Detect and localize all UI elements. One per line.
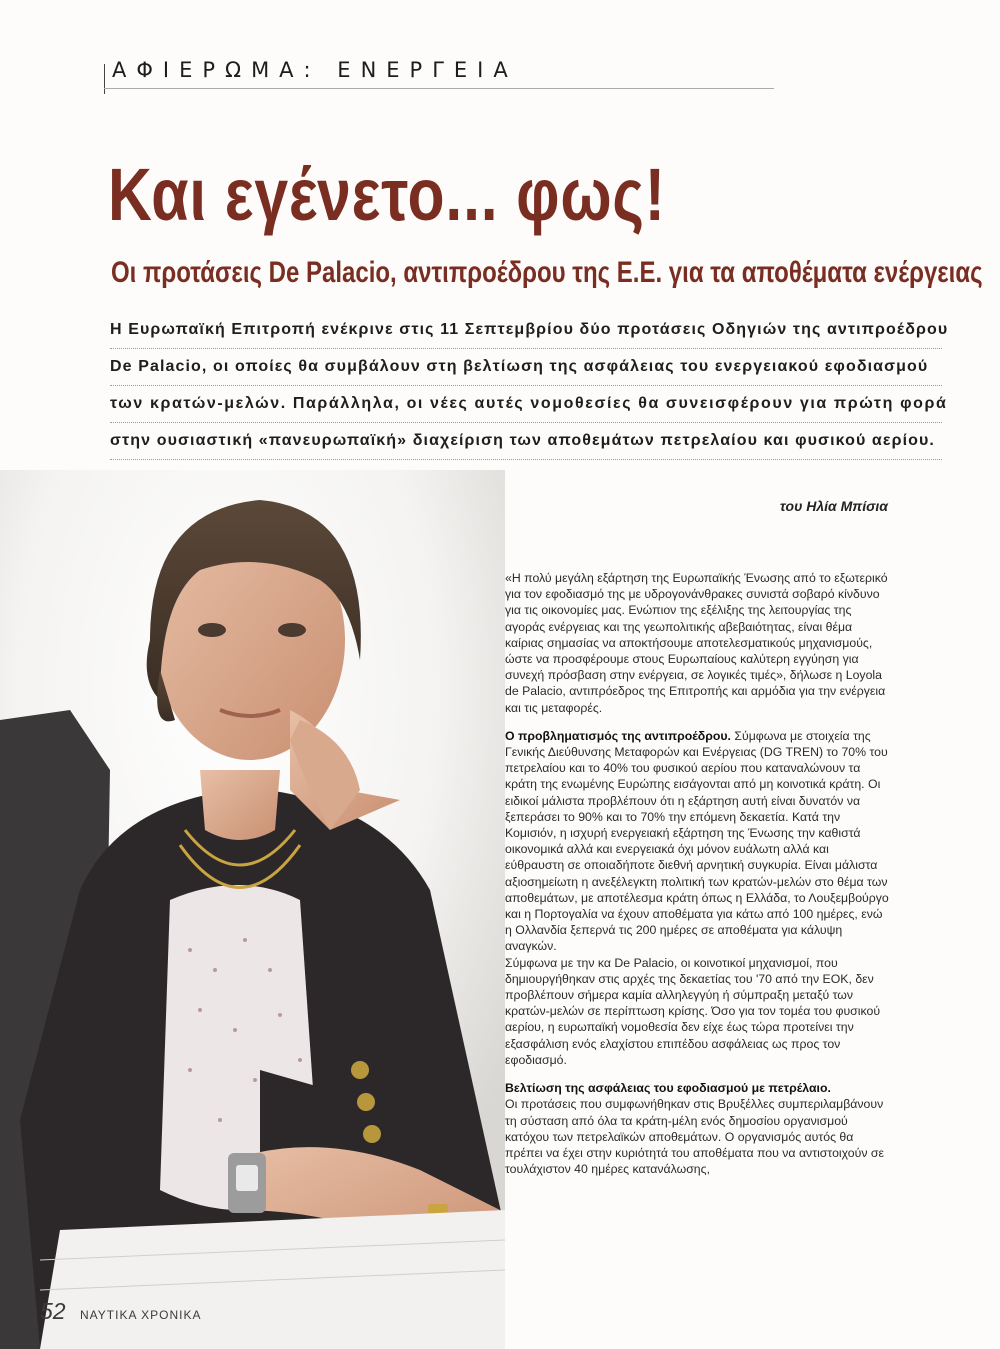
paragraph-text: Οι προτάσεις που συμφωνήθηκαν στις Βρυξέλλες συμπεριλαμβάνουν τη σύσταση από όλα τα κράτη-μέλη ενός δημοσίου οργανισμού κατόχου των πετρελαϊκών αποθεμάτων. Ο οργανισμός αυτός θα πρέπει να έχει στην κυριότητά του αποθέματα που να αντιστοιχούν σε τουλάχιστον 40 ημέρες κατανάλωσης, xyxy=(505,1097,884,1177)
article-paragraph xyxy=(505,1080,891,1177)
header-tick xyxy=(104,64,105,94)
lead-line: των κρατών-μελών. Παράλληλα, οι νέες αυτές νομοθεσίες θα συνεισφέρουν για πρώτη φορά xyxy=(110,386,942,423)
article-paragraph xyxy=(505,728,891,1068)
magazine-name: ΝΑΥΤΙΚΑ ΧΡΟΝΙΚΑ xyxy=(80,1308,202,1322)
run-in-heading: Βελτίωση της ασφάλειας του εφοδιασμού με πετρέλαιο. xyxy=(505,1081,831,1096)
article-body xyxy=(505,570,891,1189)
byline: του Ηλία Μπίσια xyxy=(779,498,888,514)
article-paragraph xyxy=(505,570,891,716)
paragraph-text: Σύμφωνα με στοιχεία της Γενικής Διεύθυνσης Μεταφορών και Ενέργειας (DG TREN) το 70% του πετρελαίου και το 40% του φυσικού αερίου που καταναλώνουν τα κράτη της ενωμένης Ευρώπης εισάγονται από μη κοινοτικά κράτη. Οι ειδικοί μάλιστα προβλέπουν ότι η εξάρτηση αυτή είναι δυνατόν να ξεπεράσει το 90% και το 70% την επόμενη δεκαετία. Κατά την Κομισιόν, η ισχυρή ενεργειακή εξάρτηση της Ένωσης την καθιστά οικονομικά αλλά και ενεργειακά όχι μόνον ευάλωτη αλλά και εύθραυστη σε οποιαδήποτε διεθνή αρνητική συγκυρία. Είναι μάλιστα αξιοσημείωτη η ανεξέλεγκτη πολιτική των κρατών-μελών στο θέμα των αποθεμάτων, με αποτέλεσμα κράτη όπως η Ελλάδα, το Λουξεμβούργο και η Πορτογαλία να έχουν αποθέματα για κάτω από 100 ημέρες, ενώ η Ολλανδία ξεπερνά τις 200 ημέρες σε αποθέματα για κάλυψη αναγκών. Σύμφωνα με την κα De Palacio, οι κοινοτικοί μηχανισμοί, που δημιουργήθηκαν στις αρχές της δεκαετίας του '70 από την ΕΟΚ, δεν προβλέπουν σήμερα καμία αλληλεγγύη ή σύμπραξη μεταξύ των κρατών-μελών σε περίπτωση κρίσης. Όσο για τον τομέα του φυσικού αερίου, η ευρωπαϊκή νομοθεσία δεν είχε έως τώρα προτείνει την εξασφάλιση ενός ελαχίστου επιπέδου ασφάλειας ως προς τον εφοδιασμό. xyxy=(505,728,889,1067)
header-rule xyxy=(104,88,774,89)
lead-line: De Palacio, οι οποίες θα συμβάλουν στη βελτίωση της ασφάλειας του ενεργειακού εφοδιασμού xyxy=(110,349,942,386)
portrait-photo xyxy=(0,470,505,1349)
paragraph-text: «Η πολύ μεγάλη εξάρτηση της Ευρωπαϊκής Ένωσης από το εξωτερικό για τον εφοδιασμό της με υδρογονάνθρακες συνιστά σοβαρό κίνδυνο για τις οικονομίες μας. Ενώπιον της εξέλιξης της λειτουργίας της αγοράς ενέργειας και της γεωπολιτικής αβεβαιότητας, είναι θέμα καίριας σημασίας να αποκτήσουμε αποτελεσματικούς μηχανισμούς, ώστε να προσφέρουμε στους Ευρωπαίους καλύτερη εγγύηση για συνεχή πρόσβαση στην ενέργεια, σε λογικές τιμές», δήλωσε η Loyola de Palacio, αντιπρόεδρος της Επιτροπής και αρμόδια για την ενέργεια και τις μεταφορές. xyxy=(505,571,888,715)
lead-paragraph xyxy=(110,312,949,460)
section-header: ΑΦΙΕΡΩΜΑ: ΕΝΕΡΓΕΙΑ xyxy=(112,58,518,82)
article-subtitle: Οι προτάσεις De Palacio, αντιπροέδρου της Ε.Ε. για τα αποθέματα ενέργειας xyxy=(111,256,983,289)
run-in-heading: Ο προβληματισμός της αντιπροέδρου. xyxy=(505,728,731,743)
lead-line: στην ουσιαστική «πανευρωπαϊκή» διαχείριση των αποθεμάτων πετρελαίου και φυσικού αερίου. xyxy=(110,423,942,460)
page-number: 52 xyxy=(40,1298,66,1324)
lead-line: Η Ευρωπαϊκή Επιτροπή ενέκρινε στις 11 Σεπτεμβρίου δύο προτάσεις Οδηγιών της αντιπροέδρου xyxy=(110,312,942,349)
article-title: Και εγένετο... φως! xyxy=(108,153,666,236)
